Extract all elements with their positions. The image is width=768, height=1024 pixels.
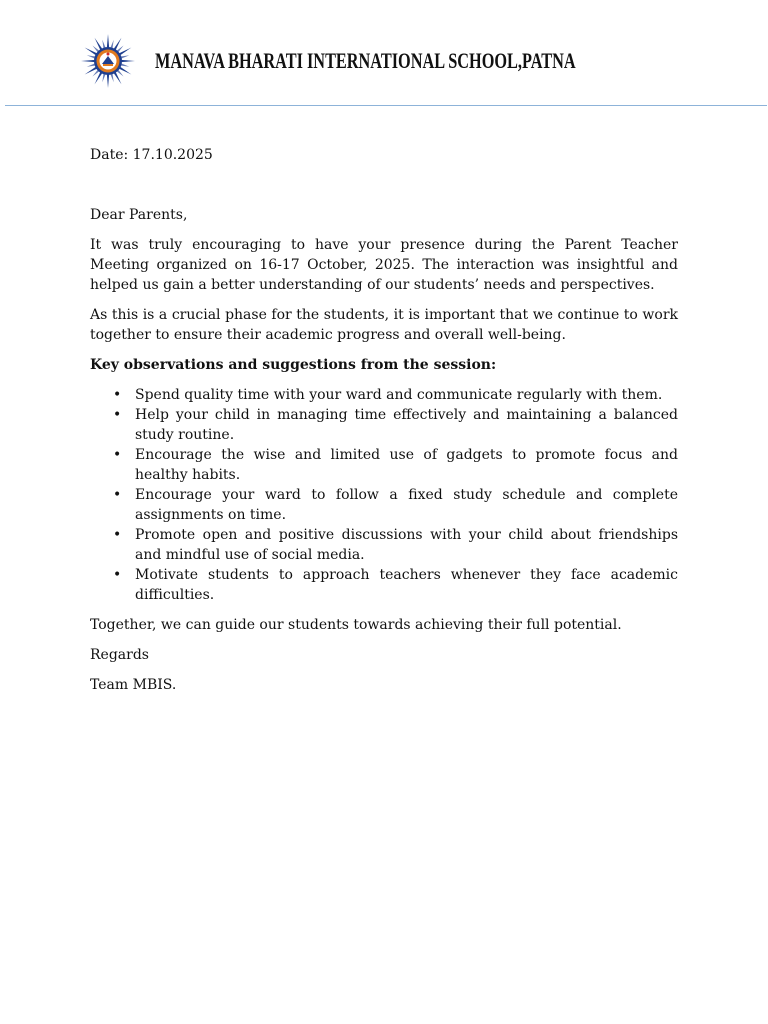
list-item: • Encourage your ward to follow a fixed study schedule and complete assignments on time.	[135, 485, 678, 525]
observations-list	[90, 385, 678, 605]
paragraph-intro: It was truly encouraging to have your presence during the Parent Teacher Meeting organized on 16-17 October, 2025. The interaction was insightful and helped us gain a better understanding of our students’ needs and perspectives.	[90, 237, 678, 293]
letterhead	[0, 0, 768, 106]
salutation: Dear Parents,	[90, 207, 188, 223]
letter-date: Date: 17.10.2025	[90, 147, 213, 163]
signature: Team MBIS.	[90, 677, 177, 693]
list-item: • Promote open and positive discussions with your child about friendships and mindful use of social media.	[135, 525, 678, 565]
list-item: • Encourage the wise and limited use of gadgets to promote focus and healthy habits.	[135, 445, 678, 485]
closing-line: Together, we can guide our students towards achieving their full potential.	[90, 617, 622, 633]
header-divider	[5, 105, 767, 106]
observations-heading: Key observations and suggestions from the session:	[90, 357, 497, 373]
paragraph-phase: As this is a crucial phase for the students, it is important that we continue to work together to ensure their academic progress and overall well-being.	[90, 307, 678, 343]
school-emblem-icon	[80, 33, 136, 89]
list-item: • Help your child in managing time effectively and maintaining a balanced study routine.	[135, 405, 678, 445]
school-name: MANAVA BHARATI INTERNATIONAL SCHOOL,PATNA	[155, 48, 576, 73]
letter-body	[90, 145, 678, 695]
regards: Regards	[90, 647, 149, 663]
list-item: • Spend quality time with your ward and communicate regularly with them.	[135, 385, 678, 405]
list-item: • Motivate students to approach teachers whenever they face academic difficulties.	[135, 565, 678, 605]
